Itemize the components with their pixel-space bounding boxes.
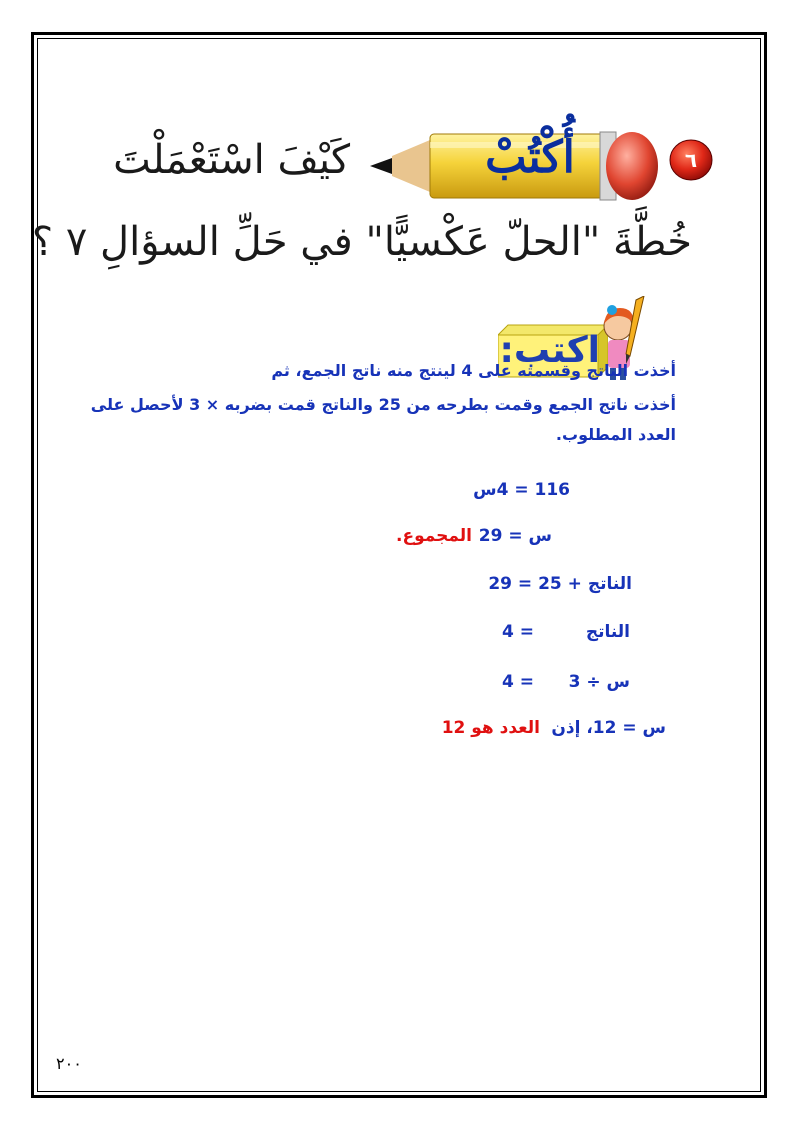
equation-1: 116 = 4س [473,480,570,500]
pencil-label: أُكْتُبْ [485,132,575,183]
equation-5-left: س ÷ 3 [568,672,630,692]
equation-2-note: المجموع. [396,526,472,546]
equation-3: الناتج + 25 = 29 [488,574,632,594]
heading-line-1: كَيْفَ اسْتَعْمَلْتَ [113,137,350,183]
write-label: اكتب: [499,330,600,371]
equation-4-right: = 4 [501,622,534,642]
equation-6-part1: س = 12، إذن [551,718,666,738]
answer-paragraph-line1: أخذت الناتج وقسمته على 4 لينتج منه ناتج الجمع، ثم [271,361,676,380]
equation-6-part2: العدد هو 12 [441,718,540,738]
page-number: ٢٠٠ [56,1054,82,1073]
equation-5-right: = 4 [501,672,534,692]
equation-4-left: الناتج [585,622,630,642]
answer-paragraph-rest: أخذت ناتج الجمع وقمت بطرحه من 25 والناتج قمت بضربه × 3 لأحصل على العدد المطلوب. [90,395,676,444]
heading-line-2: خُطَّةَ "الحلّ عَكْسيًّا" في حَلِّ السؤالِ ٧ ؟ [31,219,692,265]
question-number-badge [666,138,716,182]
question-number: ٦ [684,148,698,172]
equation-2: س = 29 [478,526,552,546]
